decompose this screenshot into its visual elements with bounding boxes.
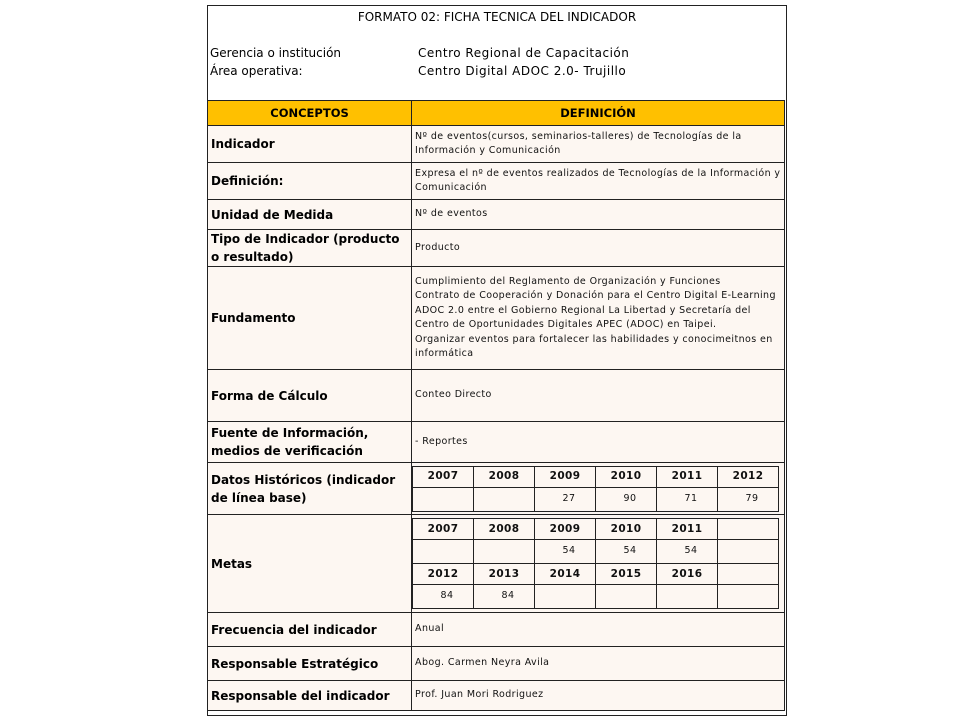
year-cell: 2009: [535, 519, 596, 540]
year-cell: 2007: [413, 519, 474, 540]
table-row: [208, 613, 785, 647]
row-value: Prof. Juan Mori Rodriguez: [412, 681, 785, 711]
indicator-sheet: [207, 5, 787, 716]
row-value: - Reportes: [412, 422, 785, 463]
row-value: Anual: [412, 613, 785, 647]
row-label: Frecuencia del indicador: [208, 613, 412, 647]
page-title: FORMATO 02: FICHA TECNICA DEL INDICADOR: [357, 10, 637, 24]
row-label: Responsable del indicador: [208, 681, 412, 711]
year-cell: 2011: [657, 519, 718, 540]
historicos-table: [412, 466, 779, 512]
metas-cell: [412, 515, 785, 613]
row-label: Indicador: [208, 126, 412, 163]
fundamento-line: Cumplimiento del Reglamento de Organización y Funciones: [415, 275, 721, 287]
year-cell: 2013: [474, 564, 535, 585]
year-cell: [718, 564, 779, 585]
row-label: Tipo de Indicador (producto o resultado): [208, 230, 412, 267]
value-cell: 71: [657, 487, 718, 511]
year-cell: 2007: [413, 466, 474, 487]
table-header-row: [208, 101, 785, 126]
sheet-header: [208, 6, 786, 100]
row-value: Conteo Directo: [412, 370, 785, 422]
row-value: Expresa el nº de eventos realizados de Tecnologías de la Información y Comunicación: [412, 163, 785, 200]
year-cell: 2015: [596, 564, 657, 585]
fundamento-line: Centro de Oportunidades Digitales APEC (ADOC) en Taipei.: [415, 319, 717, 330]
row-label: Fundamento: [208, 267, 412, 370]
fundamento-line: Organizar eventos para fortalecer las habilidades y conocimeitnos en: [415, 333, 773, 345]
value-cell: [413, 487, 474, 511]
area-label: Área operativa:: [210, 64, 303, 78]
row-label: Definición:: [208, 163, 412, 200]
row-value: Nº de eventos(cursos, seminarios-talleres) de Tecnologías de la Información y Comunicación: [412, 126, 785, 163]
table-row: [208, 370, 785, 422]
year-cell: 2008: [474, 519, 535, 540]
year-cell: 2011: [657, 466, 718, 487]
year-cell: [718, 519, 779, 540]
value-cell: 54: [657, 540, 718, 564]
value-cell: 79: [718, 487, 779, 511]
year-cell: 2010: [596, 466, 657, 487]
year-cell: 2008: [474, 466, 535, 487]
fundamento-line: Contrato de Cooperación y Donación para el Centro Digital E-Learning: [415, 290, 776, 301]
header-concepts: CONCEPTOS: [208, 101, 412, 126]
row-label: Unidad de Medida: [208, 200, 412, 230]
fundamento-line: ADOC 2.0 entre el Gobierno Regional La Libertad y Secretaría del: [415, 304, 751, 316]
year-cell: 2010: [596, 519, 657, 540]
area-value: Centro Digital ADOC 2.0- Trujillo: [418, 64, 627, 78]
value-cell: 84: [474, 585, 535, 609]
metas-table: [412, 518, 779, 609]
year-cell: 2012: [718, 466, 779, 487]
table-row: [208, 422, 785, 463]
value-cell: [596, 585, 657, 609]
row-label: Datos Históricos (indicador de línea base): [208, 463, 412, 515]
year-cell: 2014: [535, 564, 596, 585]
row-label: Fuente de Información, medios de verificación: [208, 422, 412, 463]
value-cell: [474, 487, 535, 511]
table-row: [208, 126, 785, 163]
table-row: [208, 267, 785, 370]
table-row: [208, 163, 785, 200]
value-cell: 54: [535, 540, 596, 564]
table-row: [208, 230, 785, 267]
indicator-table: [207, 100, 785, 711]
value-cell: [718, 540, 779, 564]
table-row: [208, 681, 785, 711]
value-cell: 54: [596, 540, 657, 564]
year-cell: 2016: [657, 564, 718, 585]
row-value: Abog. Carmen Neyra Avila: [412, 647, 785, 681]
historicos-cell: [412, 463, 785, 515]
fundamento-line: informática: [415, 348, 474, 359]
value-cell: 84: [413, 585, 474, 609]
gerencia-label: Gerencia o institución: [210, 46, 342, 60]
table-row: [208, 515, 785, 613]
header-definition: DEFINICIÓN: [412, 101, 785, 126]
table-row: [208, 200, 785, 230]
year-cell: 2012: [413, 564, 474, 585]
row-label: Forma de Cálculo: [208, 370, 412, 422]
table-row: [208, 647, 785, 681]
row-label: Metas: [208, 515, 412, 613]
value-cell: [657, 585, 718, 609]
gerencia-value: Centro Regional de Capacitación: [418, 46, 630, 60]
value-cell: [535, 585, 596, 609]
value-cell: [718, 585, 779, 609]
row-value-fundamento: [412, 267, 785, 370]
row-label: Responsable Estratégico: [208, 647, 412, 681]
value-cell: 27: [535, 487, 596, 511]
row-value: Nº de eventos: [412, 200, 785, 230]
value-cell: [474, 540, 535, 564]
row-value: Producto: [412, 230, 785, 267]
year-cell: 2009: [535, 466, 596, 487]
value-cell: 90: [596, 487, 657, 511]
table-row: [208, 463, 785, 515]
value-cell: [413, 540, 474, 564]
